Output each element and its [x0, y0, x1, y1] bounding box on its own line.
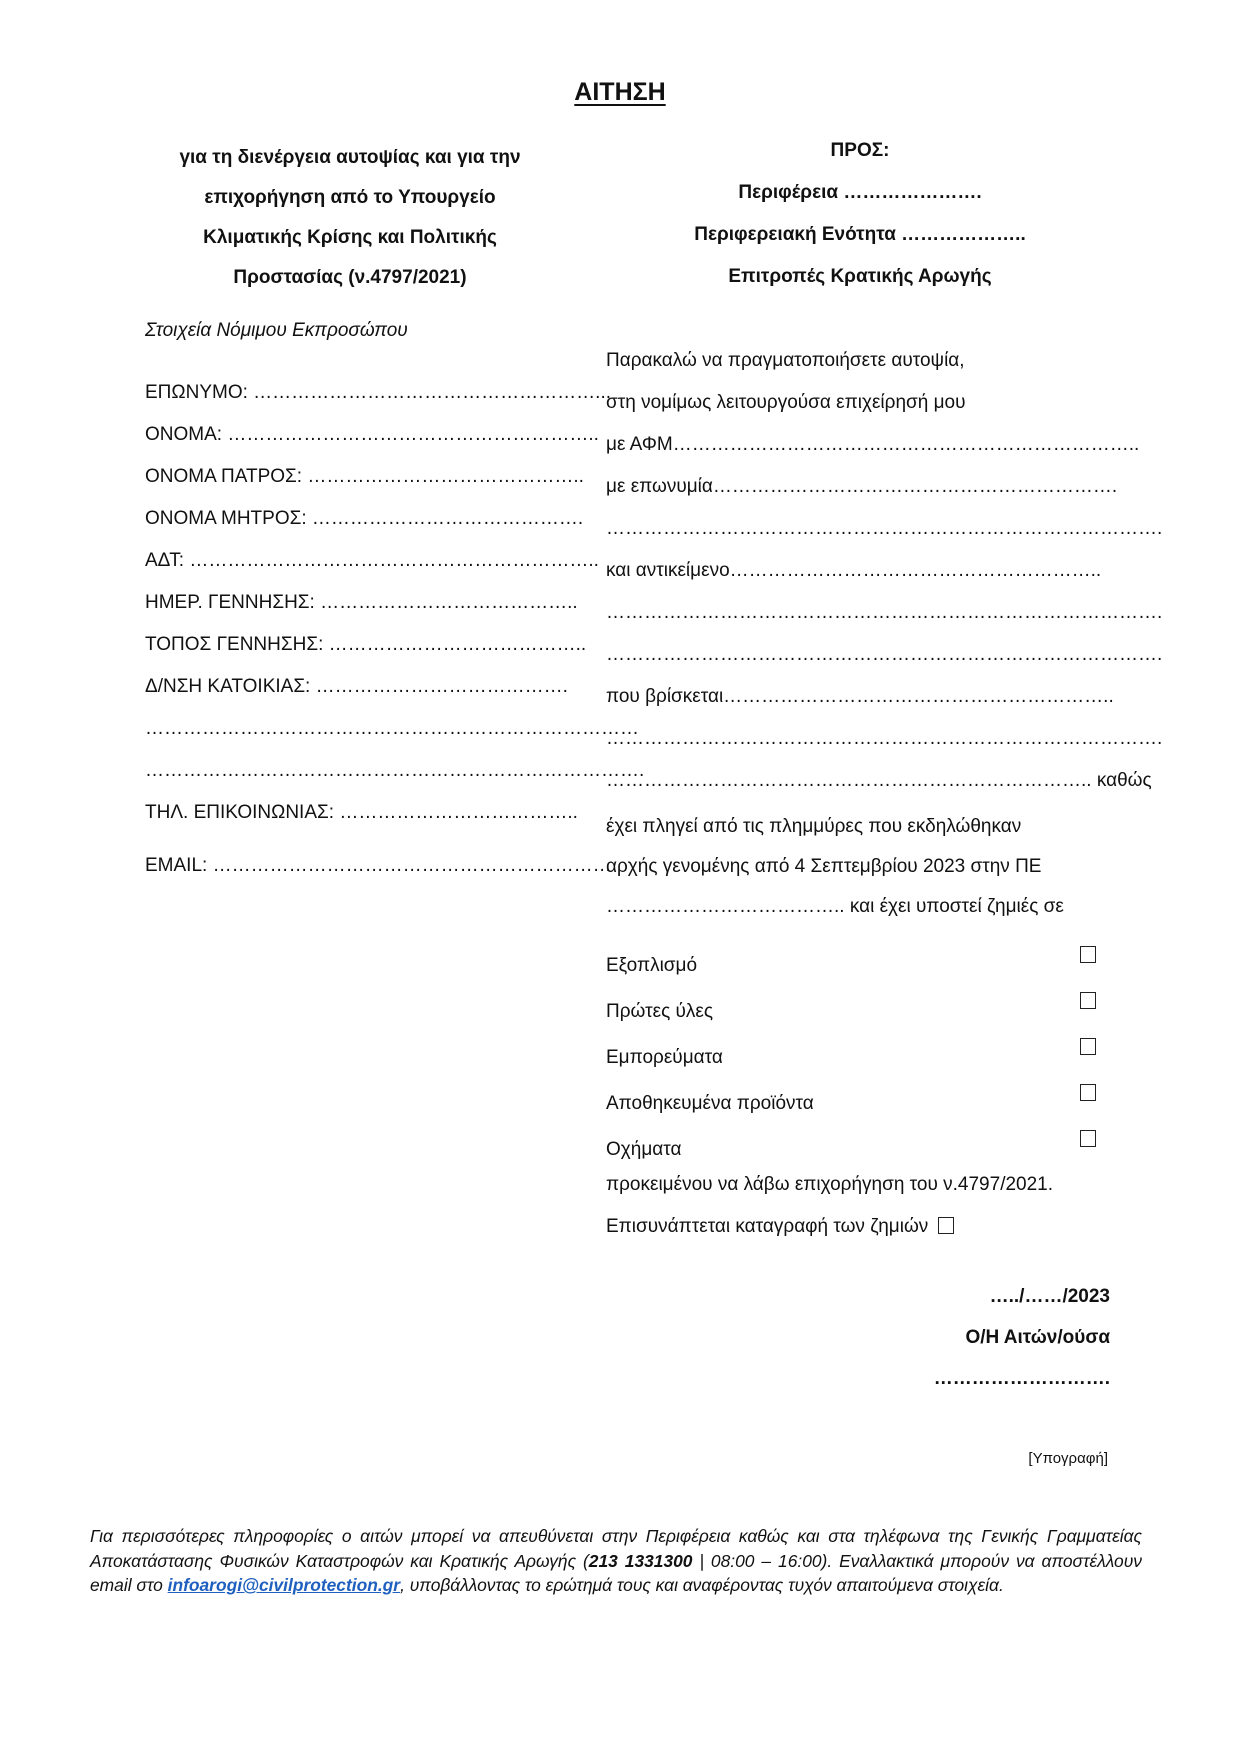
field-label: Δ/ΝΣΗ ΚΑΤΟΙΚΙΑΣ:: [145, 676, 311, 697]
field-label: ΕΠΩΝΥΜΟ:: [145, 382, 248, 403]
tax-id-field[interactable]: με ΑΦΜ………………………………………………………………..: [606, 434, 1140, 455]
field-blank[interactable]: ……………………………………………………………………: [145, 718, 639, 739]
title-text: ΑΙΤΗΣΗ: [574, 78, 666, 106]
location-field[interactable]: που βρίσκεται……………………………………………………..: [606, 686, 1114, 707]
address-line-3[interactable]: [145, 756, 645, 798]
field-label: ΤΗΛ. ΕΠΙΚΟΙΝΩΝΙΑΣ:: [145, 802, 335, 823]
business-name-field[interactable]: με επωνυμία……………………………………………………….: [606, 476, 1118, 497]
office-hours: | 08:00 – 16:00). Εναλλακτικά μπορούν να αποστέλλουν email στο: [90, 1550, 1142, 1595]
field-blank[interactable]: ………………………………….: [315, 676, 568, 697]
recipient-block: [650, 130, 1070, 298]
closing-block: [606, 1170, 1126, 1254]
birth-place-field[interactable]: [145, 630, 587, 672]
recipient-committee: Επιτροπές Κρατικής Αρωγής: [728, 266, 992, 287]
business-activity-line-3[interactable]: …………………………………………………………………………….: [606, 644, 1163, 665]
subtitle-block: [120, 138, 580, 298]
father-name-field[interactable]: [145, 462, 584, 504]
damages-checklist: [606, 952, 1096, 1182]
field-blank[interactable]: …………………………………..: [320, 592, 578, 613]
phone-number: 213 1331300: [588, 1550, 693, 1571]
field-blank[interactable]: ………………………………………………………: [212, 855, 612, 876]
mother-name-field[interactable]: [145, 504, 584, 546]
address-line-2[interactable]: [145, 714, 639, 756]
attachment-label: Επισυνάπτεται καταγραφή των ζημιών: [606, 1216, 929, 1237]
subtitle-line: Προστασίας (ν.4797/2021): [233, 267, 467, 288]
field-label: ΟΝΟΜΑ ΠΑΤΡΟΣ:: [145, 466, 303, 487]
subtitle-line: επιχορήγηση από το Υπουργείο: [204, 187, 496, 208]
recipient-region-field[interactable]: Περιφέρεια ………………….: [738, 182, 982, 203]
business-activity-field[interactable]: και αντικείμενο…………………………………………………..: [606, 560, 1102, 581]
checkbox[interactable]: [1080, 946, 1096, 963]
damage-label: Εξοπλισμό: [606, 955, 698, 976]
purpose-text: προκειμένου να λάβω επιχορήγηση του ν.4797/2021.: [606, 1174, 1054, 1195]
representative-heading: Στοιχεία Νόμιμου Εκπροσώπου: [145, 320, 408, 341]
checkbox[interactable]: [1080, 1084, 1096, 1101]
business-activity-line-2[interactable]: …………………………………………………………………………….: [606, 602, 1163, 623]
damage-label: Πρώτες ύλες: [606, 1001, 714, 1022]
address-field[interactable]: [145, 672, 568, 714]
field-blank[interactable]: ………………………………………………...: [253, 382, 612, 403]
damage-item-equipment: [606, 952, 1096, 998]
recipient-regional-unit-field[interactable]: Περιφερειακή Ενότητα ………………..: [694, 224, 1026, 245]
attachment-row: [606, 1212, 1126, 1254]
request-line: έχει πληγεί από τις πλημμύρες που εκδηλώθηκαν: [606, 816, 1022, 837]
signature-block: [934, 1282, 1110, 1405]
recipient-label: ΠΡΟΣ:: [830, 140, 890, 161]
date-field[interactable]: …../……/2023: [989, 1286, 1110, 1307]
field-blank[interactable]: ………………………………..: [339, 802, 578, 823]
email-field[interactable]: [145, 851, 612, 893]
signature-line[interactable]: ……………………….: [933, 1368, 1110, 1389]
attachment-checkbox[interactable]: [938, 1217, 954, 1234]
location-line-2[interactable]: …………………………………………………………………………….: [606, 728, 1163, 749]
damage-item-stored-products: [606, 1090, 1096, 1136]
checkbox[interactable]: [1080, 1038, 1096, 1055]
request-body: [606, 346, 1163, 934]
damage-label: Εμπορεύματα: [606, 1047, 723, 1068]
id-card-field[interactable]: [145, 546, 599, 588]
email-link[interactable]: infoarogi@civilprotection.gr: [167, 1575, 401, 1595]
field-label: ΑΔΤ:: [145, 550, 185, 571]
footer-note: [90, 1524, 1142, 1598]
request-line: Παρακαλώ να πραγματοποιήσετε αυτοψία,: [606, 350, 965, 371]
field-blank[interactable]: ………………………………………………………..: [189, 550, 599, 571]
subtitle-line: Κλιματικής Κρίσης και Πολιτικής: [203, 227, 497, 248]
field-label: ΟΝΟΜΑ:: [145, 424, 223, 445]
field-blank[interactable]: …………………………………….: [311, 508, 584, 529]
footer-text: Για περισσότερες πληροφορίες ο αιτών μπορεί να απευθύνεται στην Περιφέρεια καθώς και στα τηλέφωνα της Γενικής Γραμματείας Αποκατάστασης Φυσικών Καταστροφών και Κρατικής Αρωγής (: [90, 1526, 1142, 1571]
checkbox[interactable]: [1080, 1130, 1096, 1147]
damage-item-merchandise: [606, 1044, 1096, 1090]
checkbox[interactable]: [1080, 992, 1096, 1009]
field-blank[interactable]: …………………………………………………..: [227, 424, 599, 445]
field-blank[interactable]: …………………………………..: [328, 634, 587, 655]
surname-field[interactable]: [145, 378, 612, 420]
field-label: EMAIL:: [145, 855, 208, 876]
phone-field[interactable]: [145, 798, 578, 851]
field-label: ΤΟΠΟΣ ΓΕΝΝΗΣΗΣ:: [145, 634, 324, 655]
first-name-field[interactable]: [145, 420, 599, 462]
field-label: ΟΝΟΜΑ ΜΗΤΡΟΣ:: [145, 508, 307, 529]
location-line-3[interactable]: ………………………………………………………………….. καθώς: [606, 770, 1152, 791]
signature-note: [Υπογραφή]: [1028, 1450, 1108, 1467]
request-line: στη νομίμως λειτουργούσα επιχείρησή μου: [606, 392, 966, 413]
business-name-line-2[interactable]: …………………………………………………………………………….: [606, 518, 1163, 539]
field-blank[interactable]: …………………………………………………………………….: [145, 760, 645, 781]
footer-text-end: , υποβάλλοντας το ερώτημά τους και αναφέροντας τυχόν απαιτούμενα στοιχεία.: [400, 1575, 1004, 1595]
damage-label: Οχήματα: [606, 1139, 682, 1160]
regional-unit-field[interactable]: ……………………………….. και έχει υποστεί ζημιές σε: [606, 896, 1064, 917]
field-blank[interactable]: ……………………………………..: [307, 466, 584, 487]
damage-item-raw-materials: [606, 998, 1096, 1044]
damage-label: Αποθηκευμένα προϊόντα: [606, 1093, 814, 1114]
birth-date-field[interactable]: [145, 588, 578, 630]
field-label: ΗΜΕΡ. ΓΕΝΝΗΣΗΣ:: [145, 592, 315, 613]
page-title: [0, 78, 1240, 107]
subtitle-line: για τη διενέργεια αυτοψίας και για την: [179, 147, 521, 168]
representative-fields: [145, 378, 645, 893]
applicant-label: Ο/Η Αιτών/ούσα: [965, 1327, 1110, 1348]
request-line: αρχής γενομένης από 4 Σεπτεμβρίου 2023 στην ΠΕ: [606, 856, 1042, 877]
